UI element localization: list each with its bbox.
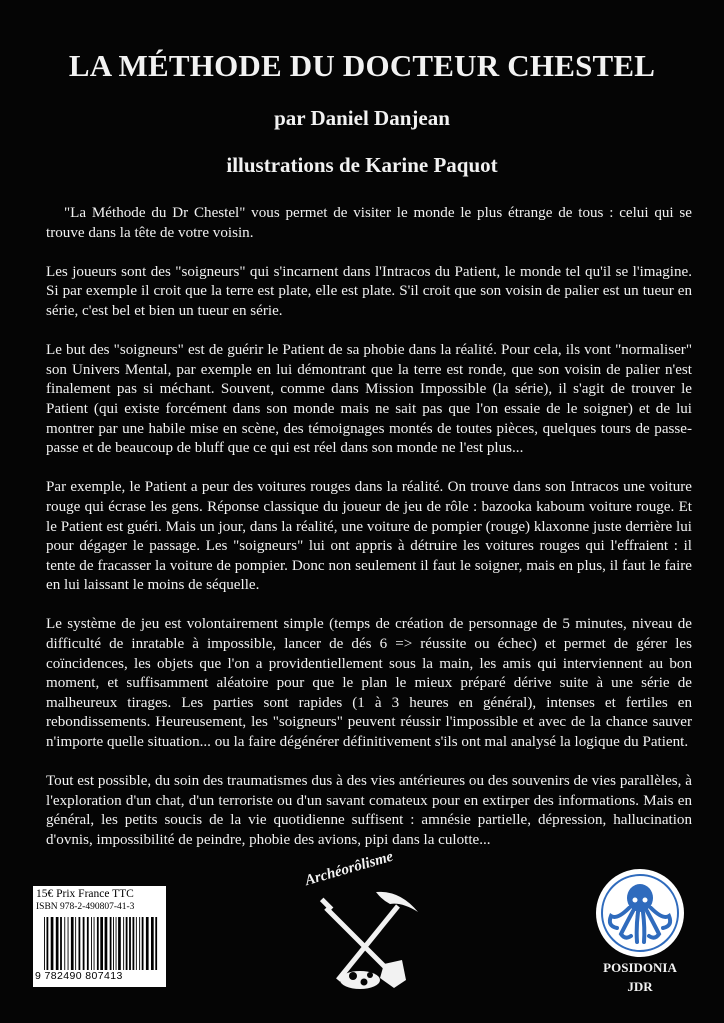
barcode-icon: [43, 917, 161, 970]
paragraph: Les joueurs sont des "soigneurs" qui s'incarnent dans l'Intracos du Patient, le monde tel qu'il se l'imagine. Si par exemple il croit que la terre est plate, elle est plate. S'il croit que son voisin de palier est un tueur en série, c'est bel et bien un tueur en série.: [46, 263, 692, 319]
octopus-icon: [595, 868, 685, 958]
price-label: 15€ Prix France TTC: [36, 888, 134, 900]
paragraph: Tout est possible, du soin des traumatismes dus à des vies antérieures ou des souvenirs de vies parallèles, à l'exploration d'un chat, d'un terroriste ou d'un savant comateux pour en extirper des informations. Mais en général, les petits soucis de la vie quotidienne suffisent : amnésie partielle, dépression, hallucination d'ovnis, impossibilité de peindre, phobie des avions, pipi dans la culotte...: [46, 773, 692, 848]
barcode-digits: 9 782490 807413: [35, 970, 123, 982]
paragraph: Le but des "soigneurs" est de guérir le Patient de sa phobie dans la réalité. Pour cela, ils vont "normaliser" son Univers Mental, par exemple en lui démontrant que la terre est ronde, que son voisin de palier n'est finalement pas si méchant. Souvent, comme dans Mission Impossible (la série), il s'agit de trouver le Patient (qui existe forcément dans son monde mais ne sait pas que l'on essaie de le soigner) et de lui montrer par une habile mise en scène, des témoignages montés de toutes pièces, quelques tours de passe-passe et de beaucoup de bluff que ce qui est réel dans son monde ne l'est plus...: [46, 342, 692, 457]
archeorolisme-name: Archéorôlisme: [303, 848, 396, 890]
posidonia-sub: JDR: [627, 979, 653, 994]
book-title: LA MÉTHODE DU DOCTEUR CHESTEL: [68, 48, 656, 83]
price-isbn-box: [33, 886, 166, 987]
shovel-pickaxe-icon: [298, 868, 428, 998]
paragraph: Le système de jeu est volontairement simple (temps de création de personnage de 5 minutes, niveau de difficulté de inratable à impossible, lancer de dés 6 => réussite ou échec) et permet de gérer les coïncidences, les objets que l'on a providentiellement sous la main, les amis qui interviennent au bon moment, et suffisamment aléatoire pour que le plan le mieux préparé dérive suite à une série de malheureux tirages. Les parties sont rapides (1 à 3 heures en général), intenses et fertiles en rebondissements. Heureusement, les "soigneurs" peuvent réussir l'impossible et avec de la chance sauver n'importe quelle situation... ou la faire dégénérer définitivement s'ils ont mal analysé la logique du Patient.: [46, 616, 692, 751]
author-line: par Daniel Danjean: [274, 106, 450, 130]
paragraph: "La Méthode du Dr Chestel" vous permet de visiter le monde le plus étrange de tous : celui qui se trouve dans la tête de votre voisin.: [46, 205, 692, 241]
posidonia-name: POSIDONIA: [603, 960, 677, 975]
paragraph: Par exemple, le Patient a peur des voitures rouges dans la réalité. On trouve dans son Intracos une voiture rouge qui écrase les gens. Réponse classique du joueur de jeu de rôle : bazooka kaboum voiture rouge. Et le Patient est guéri. Mais un jour, dans la réalité, une voiture de pompier (rouge) klaxonne juste derrière lui pour dégager le passage. Les "soigneurs" lui ont appris à détruire les voitures rouges qui l'effraient : il tente de fracasser la voiture de pompier. Donc non seulement il faut le soigner, mais en plus, il faut le faire en lui laissant le moins de séquelle.: [46, 479, 692, 594]
isbn-label: ISBN 978-2-490807-41-3: [36, 902, 135, 912]
illustrator-line: illustrations de Karine Paquot: [226, 153, 498, 177]
back-cover-text: [46, 204, 692, 870]
